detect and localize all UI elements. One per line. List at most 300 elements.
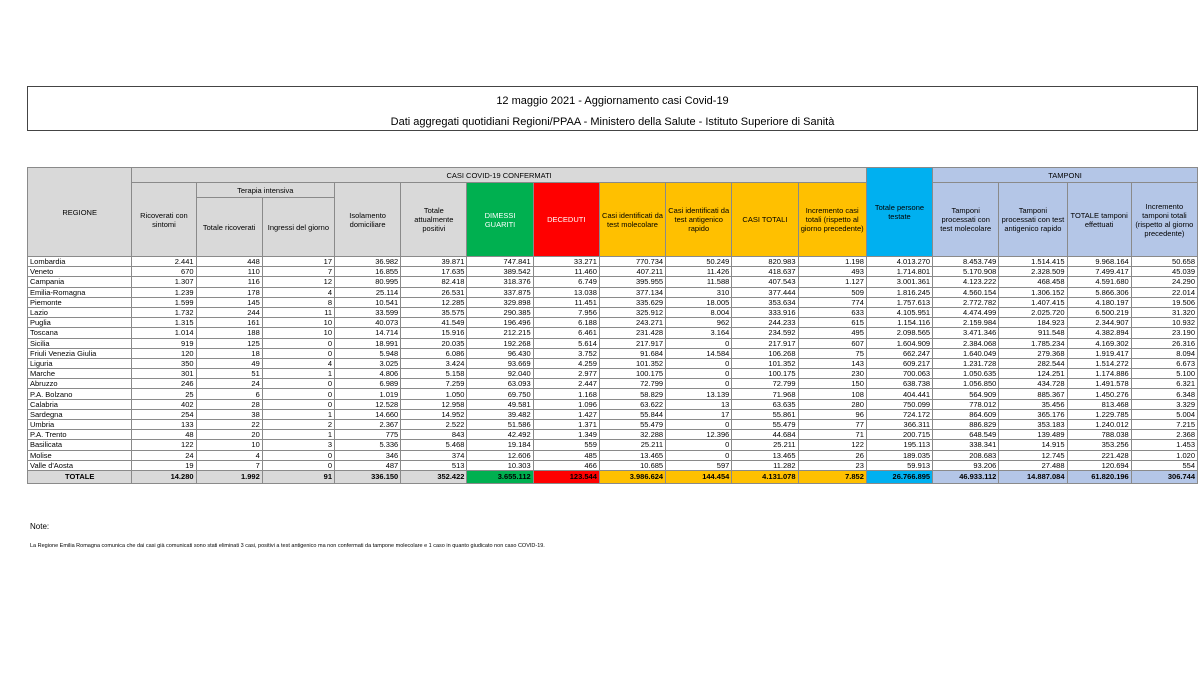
table-row bbox=[28, 460, 1198, 470]
value-cell: 13.465 bbox=[732, 450, 798, 460]
value-cell: 4.806 bbox=[335, 369, 401, 379]
report-subtitle: Dati aggregati quotidiani Regioni/PPAA - Ministero della Salute - Istituto Superiore di Sanità bbox=[390, 116, 835, 128]
value-cell: 39.482 bbox=[467, 409, 533, 419]
value-cell: 466 bbox=[533, 460, 599, 470]
value-cell: 1.371 bbox=[533, 420, 599, 430]
value-cell: 254 bbox=[132, 409, 196, 419]
value-cell: 27.488 bbox=[999, 460, 1067, 470]
header-ti-ingressi: Ingressi del giorno bbox=[262, 198, 334, 257]
value-cell: 4.123.222 bbox=[933, 277, 999, 287]
value-cell: 3.655.112 bbox=[467, 470, 533, 483]
value-cell: 116 bbox=[196, 277, 262, 287]
header-positivi: Totale attualmente positivi bbox=[401, 183, 467, 257]
value-cell: 1.919.417 bbox=[1067, 348, 1131, 358]
value-cell: 366.311 bbox=[866, 420, 932, 430]
value-cell: 243.271 bbox=[599, 318, 665, 328]
value-cell: 7.852 bbox=[798, 470, 866, 483]
value-cell: 24 bbox=[196, 379, 262, 389]
value-cell: 495 bbox=[798, 328, 866, 338]
header-isolamento: Isolamento domiciliare bbox=[335, 183, 401, 257]
region-cell: P.A. Trento bbox=[28, 430, 132, 440]
value-cell: 41.549 bbox=[401, 318, 467, 328]
region-cell: Marche bbox=[28, 369, 132, 379]
header-group-casi: CASI COVID-19 CONFERMATI bbox=[132, 168, 867, 183]
header-casi-molecolare: Casi identificati da test molecolare bbox=[599, 183, 665, 257]
value-cell: 13.139 bbox=[666, 389, 732, 399]
region-cell: Sicilia bbox=[28, 338, 132, 348]
header-regione: REGIONE bbox=[28, 168, 132, 257]
value-cell: 42.492 bbox=[467, 430, 533, 440]
value-cell: 0 bbox=[262, 338, 334, 348]
value-cell: 10 bbox=[262, 318, 334, 328]
value-cell: 2.977 bbox=[533, 369, 599, 379]
value-cell: 4.591.680 bbox=[1067, 277, 1131, 287]
value-cell: 101.352 bbox=[732, 358, 798, 368]
value-cell: 864.609 bbox=[933, 409, 999, 419]
value-cell: 1.453 bbox=[1131, 440, 1197, 450]
value-cell: 5.948 bbox=[335, 348, 401, 358]
value-cell: 144.454 bbox=[666, 470, 732, 483]
value-cell: 14.584 bbox=[666, 348, 732, 358]
value-cell: 1.315 bbox=[132, 318, 196, 328]
report-title-box bbox=[27, 86, 1198, 131]
value-cell: 353.183 bbox=[999, 420, 1067, 430]
header-tamponi-incremento: Incremento tamponi totali (rispetto al giorno precedente) bbox=[1131, 183, 1197, 257]
value-cell: 110 bbox=[196, 267, 262, 277]
value-cell: 12.285 bbox=[401, 297, 467, 307]
table-row bbox=[28, 358, 1198, 368]
value-cell: 2.159.984 bbox=[933, 318, 999, 328]
value-cell: 17.635 bbox=[401, 267, 467, 277]
value-cell: 246 bbox=[132, 379, 196, 389]
notes-label: Note: bbox=[30, 522, 50, 531]
value-cell: 1.785.234 bbox=[999, 338, 1067, 348]
region-cell: Lombardia bbox=[28, 257, 132, 267]
value-cell: 1.240.012 bbox=[1067, 420, 1131, 430]
value-cell: 1.096 bbox=[533, 399, 599, 409]
value-cell: 244.233 bbox=[732, 318, 798, 328]
value-cell: 28 bbox=[196, 399, 262, 409]
value-cell: 638.738 bbox=[866, 379, 932, 389]
value-cell: 91.684 bbox=[599, 348, 665, 358]
value-cell: 2.328.509 bbox=[999, 267, 1067, 277]
value-cell: 10 bbox=[262, 328, 334, 338]
region-cell: TOTALE bbox=[28, 470, 132, 483]
value-cell: 23 bbox=[798, 460, 866, 470]
value-cell: 50.658 bbox=[1131, 257, 1197, 267]
region-cell: Sardegna bbox=[28, 409, 132, 419]
value-cell: 6 bbox=[196, 389, 262, 399]
value-cell: 120.694 bbox=[1067, 460, 1131, 470]
value-cell: 24 bbox=[132, 450, 196, 460]
value-cell: 3 bbox=[262, 440, 334, 450]
value-cell: 662.247 bbox=[866, 348, 932, 358]
value-cell: 80.995 bbox=[335, 277, 401, 287]
value-cell: 100.175 bbox=[732, 369, 798, 379]
value-cell: 1 bbox=[262, 430, 334, 440]
value-cell: 133 bbox=[132, 420, 196, 430]
value-cell: 0 bbox=[262, 379, 334, 389]
value-cell: 7 bbox=[196, 460, 262, 470]
value-cell: 5.004 bbox=[1131, 409, 1197, 419]
value-cell: 290.385 bbox=[467, 307, 533, 317]
value-cell: 58.829 bbox=[599, 389, 665, 399]
value-cell: 310 bbox=[666, 287, 732, 297]
value-cell: 59.913 bbox=[866, 460, 932, 470]
value-cell: 122 bbox=[798, 440, 866, 450]
value-cell: 10 bbox=[196, 440, 262, 450]
value-cell: 0 bbox=[666, 358, 732, 368]
value-cell: 962 bbox=[666, 318, 732, 328]
value-cell: 6.500.219 bbox=[1067, 307, 1131, 317]
value-cell: 38 bbox=[196, 409, 262, 419]
table-row bbox=[28, 328, 1198, 338]
value-cell: 395.955 bbox=[599, 277, 665, 287]
value-cell: 2.384.068 bbox=[933, 338, 999, 348]
value-cell: 280 bbox=[798, 399, 866, 409]
value-cell: 1.992 bbox=[196, 470, 262, 483]
region-cell: Umbria bbox=[28, 420, 132, 430]
value-cell: 1.427 bbox=[533, 409, 599, 419]
value-cell: 51 bbox=[196, 369, 262, 379]
value-cell: 221.428 bbox=[1067, 450, 1131, 460]
value-cell: 337.875 bbox=[467, 287, 533, 297]
value-cell: 3.329 bbox=[1131, 399, 1197, 409]
value-cell: 212.215 bbox=[467, 328, 533, 338]
table-row bbox=[28, 338, 1198, 348]
value-cell: 0 bbox=[666, 369, 732, 379]
value-cell: 72.799 bbox=[732, 379, 798, 389]
value-cell: 5.100 bbox=[1131, 369, 1197, 379]
value-cell: 12.396 bbox=[666, 430, 732, 440]
value-cell: 448 bbox=[196, 257, 262, 267]
region-cell: Valle d'Aosta bbox=[28, 460, 132, 470]
value-cell: 217.917 bbox=[732, 338, 798, 348]
region-cell: Friuli Venezia Giulia bbox=[28, 348, 132, 358]
notes-text: La Regione Emilia Romagna comunica che dai casi già comunicati sono stati eliminati 3 casi, positivi a test antigenico ma non confermati da tampone molecolare e 1 caso in quanto giudicato non caso COVID-19. bbox=[30, 543, 545, 549]
value-cell: 4.013.270 bbox=[866, 257, 932, 267]
value-cell: 15.916 bbox=[401, 328, 467, 338]
value-cell: 1.491.578 bbox=[1067, 379, 1131, 389]
value-cell: 633 bbox=[798, 307, 866, 317]
value-cell: 195.113 bbox=[866, 440, 932, 450]
header-incremento-casi: Incremento casi totali (rispetto al giorno precedente) bbox=[798, 183, 866, 257]
value-cell: 92.040 bbox=[467, 369, 533, 379]
value-cell: 11.282 bbox=[732, 460, 798, 470]
table-row bbox=[28, 297, 1198, 307]
value-cell: 26.766.895 bbox=[866, 470, 932, 483]
value-cell: 3.424 bbox=[401, 358, 467, 368]
value-cell: 336.150 bbox=[335, 470, 401, 483]
value-cell: 24.290 bbox=[1131, 277, 1197, 287]
value-cell: 50.249 bbox=[666, 257, 732, 267]
value-cell: 13.465 bbox=[599, 450, 665, 460]
value-cell: 8.004 bbox=[666, 307, 732, 317]
value-cell: 750.099 bbox=[866, 399, 932, 409]
value-cell: 509 bbox=[798, 287, 866, 297]
value-cell: 39.871 bbox=[401, 257, 467, 267]
value-cell: 5.614 bbox=[533, 338, 599, 348]
value-cell: 25 bbox=[132, 389, 196, 399]
value-cell: 2.441 bbox=[132, 257, 196, 267]
value-cell: 125 bbox=[196, 338, 262, 348]
value-cell: 124.251 bbox=[999, 369, 1067, 379]
value-cell: 1.168 bbox=[533, 389, 599, 399]
value-cell: 1.154.116 bbox=[866, 318, 932, 328]
table-row bbox=[28, 267, 1198, 277]
value-cell: 13.038 bbox=[533, 287, 599, 297]
value-cell: 4.560.154 bbox=[933, 287, 999, 297]
value-cell: 19 bbox=[132, 460, 196, 470]
value-cell: 5.170.908 bbox=[933, 267, 999, 277]
value-cell: 404.441 bbox=[866, 389, 932, 399]
value-cell: 615 bbox=[798, 318, 866, 328]
value-cell: 3.986.624 bbox=[599, 470, 665, 483]
value-cell: 0 bbox=[666, 379, 732, 389]
value-cell: 1.056.850 bbox=[933, 379, 999, 389]
header-terapia-intensiva: Terapia intensiva bbox=[196, 183, 334, 198]
value-cell: 48 bbox=[132, 430, 196, 440]
value-cell: 11.460 bbox=[533, 267, 599, 277]
value-cell: 11.426 bbox=[666, 267, 732, 277]
value-cell: 377.444 bbox=[732, 287, 798, 297]
value-cell: 35.575 bbox=[401, 307, 467, 317]
value-cell: 17 bbox=[666, 409, 732, 419]
value-cell: 10.303 bbox=[467, 460, 533, 470]
value-cell: 200.715 bbox=[866, 430, 932, 440]
value-cell: 407.543 bbox=[732, 277, 798, 287]
header-casi-totali: CASI TOTALI bbox=[732, 183, 798, 257]
value-cell: 2.447 bbox=[533, 379, 599, 389]
header-dimessi: DIMESSI GUARITI bbox=[467, 183, 533, 257]
value-cell: 1 bbox=[262, 409, 334, 419]
value-cell: 329.898 bbox=[467, 297, 533, 307]
value-cell: 434.728 bbox=[999, 379, 1067, 389]
value-cell: 55.479 bbox=[599, 420, 665, 430]
value-cell: 1.231.728 bbox=[933, 358, 999, 368]
value-cell: 40.073 bbox=[335, 318, 401, 328]
value-cell: 12.958 bbox=[401, 399, 467, 409]
value-cell: 1.514.415 bbox=[999, 257, 1067, 267]
region-cell: Puglia bbox=[28, 318, 132, 328]
value-cell: 6.749 bbox=[533, 277, 599, 287]
value-cell: 217.917 bbox=[599, 338, 665, 348]
value-cell: 4.180.197 bbox=[1067, 297, 1131, 307]
value-cell: 648.549 bbox=[933, 430, 999, 440]
value-cell: 26 bbox=[798, 450, 866, 460]
value-cell: 208.683 bbox=[933, 450, 999, 460]
value-cell: 36.982 bbox=[335, 257, 401, 267]
value-cell: 55.479 bbox=[732, 420, 798, 430]
value-cell: 31.320 bbox=[1131, 307, 1197, 317]
value-cell: 554 bbox=[1131, 460, 1197, 470]
value-cell: 91 bbox=[262, 470, 334, 483]
value-cell: 108 bbox=[798, 389, 866, 399]
value-cell: 7.499.417 bbox=[1067, 267, 1131, 277]
table-row bbox=[28, 257, 1198, 267]
value-cell: 75 bbox=[798, 348, 866, 358]
value-cell: 670 bbox=[132, 267, 196, 277]
value-cell: 353.634 bbox=[732, 297, 798, 307]
value-cell: 1.050.635 bbox=[933, 369, 999, 379]
value-cell: 325.912 bbox=[599, 307, 665, 317]
value-cell: 301 bbox=[132, 369, 196, 379]
value-cell: 9.968.164 bbox=[1067, 257, 1131, 267]
header-ricoverati: Ricoverati con sintomi bbox=[132, 183, 196, 257]
value-cell: 886.829 bbox=[933, 420, 999, 430]
value-cell: 8.094 bbox=[1131, 348, 1197, 358]
value-cell: 6.086 bbox=[401, 348, 467, 358]
table-row bbox=[28, 348, 1198, 358]
value-cell: 14.887.084 bbox=[999, 470, 1067, 483]
value-cell: 1.349 bbox=[533, 430, 599, 440]
value-cell: 63.093 bbox=[467, 379, 533, 389]
covid-data-table bbox=[27, 167, 1198, 484]
value-cell: 5.336 bbox=[335, 440, 401, 450]
value-cell: 4 bbox=[196, 450, 262, 460]
value-cell: 1.239 bbox=[132, 287, 196, 297]
value-cell: 335.629 bbox=[599, 297, 665, 307]
value-cell: 1.127 bbox=[798, 277, 866, 287]
value-cell: 352.422 bbox=[401, 470, 467, 483]
value-cell: 374 bbox=[401, 450, 467, 460]
value-cell: 25.211 bbox=[599, 440, 665, 450]
value-cell: 63.622 bbox=[599, 399, 665, 409]
value-cell: 911.548 bbox=[999, 328, 1067, 338]
value-cell: 19.184 bbox=[467, 440, 533, 450]
value-cell: 597 bbox=[666, 460, 732, 470]
value-cell: 14.952 bbox=[401, 409, 467, 419]
value-cell: 96.430 bbox=[467, 348, 533, 358]
value-cell: 19.506 bbox=[1131, 297, 1197, 307]
value-cell: 513 bbox=[401, 460, 467, 470]
value-cell: 338.341 bbox=[933, 440, 999, 450]
value-cell: 2.025.720 bbox=[999, 307, 1067, 317]
table-row bbox=[28, 420, 1198, 430]
value-cell: 3.164 bbox=[666, 328, 732, 338]
header-tamponi-totale: TOTALE tamponi effettuati bbox=[1067, 183, 1131, 257]
value-cell: 231.428 bbox=[599, 328, 665, 338]
value-cell: 7.259 bbox=[401, 379, 467, 389]
table-row bbox=[28, 440, 1198, 450]
value-cell: 1.732 bbox=[132, 307, 196, 317]
region-cell: Lazio bbox=[28, 307, 132, 317]
value-cell: 0 bbox=[666, 420, 732, 430]
value-cell: 1.020 bbox=[1131, 450, 1197, 460]
value-cell: 12.606 bbox=[467, 450, 533, 460]
value-cell: 120 bbox=[132, 348, 196, 358]
value-cell: 25.114 bbox=[335, 287, 401, 297]
value-cell: 106.268 bbox=[732, 348, 798, 358]
value-cell: 1.640.049 bbox=[933, 348, 999, 358]
value-cell: 8 bbox=[262, 297, 334, 307]
table-row bbox=[28, 389, 1198, 399]
value-cell: 7.215 bbox=[1131, 420, 1197, 430]
value-cell: 1.604.909 bbox=[866, 338, 932, 348]
value-cell: 35.456 bbox=[999, 399, 1067, 409]
value-cell: 346 bbox=[335, 450, 401, 460]
value-cell: 71 bbox=[798, 430, 866, 440]
value-cell: 96 bbox=[798, 409, 866, 419]
value-cell: 101.352 bbox=[599, 358, 665, 368]
total-row bbox=[28, 470, 1198, 483]
value-cell: 10.685 bbox=[599, 460, 665, 470]
value-cell: 1.816.245 bbox=[866, 287, 932, 297]
value-cell: 3.752 bbox=[533, 348, 599, 358]
value-cell: 244 bbox=[196, 307, 262, 317]
value-cell: 377.134 bbox=[599, 287, 665, 297]
value-cell: 12.745 bbox=[999, 450, 1067, 460]
table-row bbox=[28, 450, 1198, 460]
value-cell: 46.933.112 bbox=[933, 470, 999, 483]
value-cell: 820.983 bbox=[732, 257, 798, 267]
value-cell: 12 bbox=[262, 277, 334, 287]
value-cell: 55.861 bbox=[732, 409, 798, 419]
value-cell: 51.586 bbox=[467, 420, 533, 430]
value-cell: 2.772.782 bbox=[933, 297, 999, 307]
report-title: 12 maggio 2021 - Aggiornamento casi Covid-19 bbox=[496, 95, 729, 107]
value-cell: 71.968 bbox=[732, 389, 798, 399]
value-cell: 23.190 bbox=[1131, 328, 1197, 338]
header-ti-totale: Totale ricoverati bbox=[196, 198, 262, 257]
table-row bbox=[28, 287, 1198, 297]
value-cell: 192.268 bbox=[467, 338, 533, 348]
value-cell: 279.368 bbox=[999, 348, 1067, 358]
value-cell: 609.217 bbox=[866, 358, 932, 368]
value-cell: 14.660 bbox=[335, 409, 401, 419]
region-cell: Basilicata bbox=[28, 440, 132, 450]
value-cell: 1.450.276 bbox=[1067, 389, 1131, 399]
value-cell: 747.841 bbox=[467, 257, 533, 267]
value-cell: 22.014 bbox=[1131, 287, 1197, 297]
value-cell: 418.637 bbox=[732, 267, 798, 277]
value-cell: 0 bbox=[262, 450, 334, 460]
value-cell: 8.453.749 bbox=[933, 257, 999, 267]
value-cell: 45.039 bbox=[1131, 267, 1197, 277]
value-cell: 33.271 bbox=[533, 257, 599, 267]
value-cell: 4.474.499 bbox=[933, 307, 999, 317]
value-cell: 32.288 bbox=[599, 430, 665, 440]
value-cell: 230 bbox=[798, 369, 866, 379]
value-cell: 2.522 bbox=[401, 420, 467, 430]
value-cell: 161 bbox=[196, 318, 262, 328]
value-cell: 4.259 bbox=[533, 358, 599, 368]
value-cell: 843 bbox=[401, 430, 467, 440]
value-cell: 3.471.346 bbox=[933, 328, 999, 338]
value-cell: 5.468 bbox=[401, 440, 467, 450]
value-cell: 123.544 bbox=[533, 470, 599, 483]
value-cell: 3.001.361 bbox=[866, 277, 932, 287]
value-cell: 6.989 bbox=[335, 379, 401, 389]
value-cell: 6.348 bbox=[1131, 389, 1197, 399]
header-deceduti: DECEDUTI bbox=[533, 183, 599, 257]
value-cell: 4.169.302 bbox=[1067, 338, 1131, 348]
value-cell: 282.544 bbox=[999, 358, 1067, 368]
table-row bbox=[28, 399, 1198, 409]
value-cell: 6.321 bbox=[1131, 379, 1197, 389]
value-cell: 13 bbox=[666, 399, 732, 409]
value-cell: 0 bbox=[666, 338, 732, 348]
value-cell: 122 bbox=[132, 440, 196, 450]
value-cell: 0 bbox=[262, 399, 334, 409]
value-cell: 49 bbox=[196, 358, 262, 368]
region-cell: Piemonte bbox=[28, 297, 132, 307]
region-cell: Campania bbox=[28, 277, 132, 287]
value-cell: 1 bbox=[262, 369, 334, 379]
region-cell: Molise bbox=[28, 450, 132, 460]
value-cell: 1.306.152 bbox=[999, 287, 1067, 297]
value-cell: 17 bbox=[262, 257, 334, 267]
